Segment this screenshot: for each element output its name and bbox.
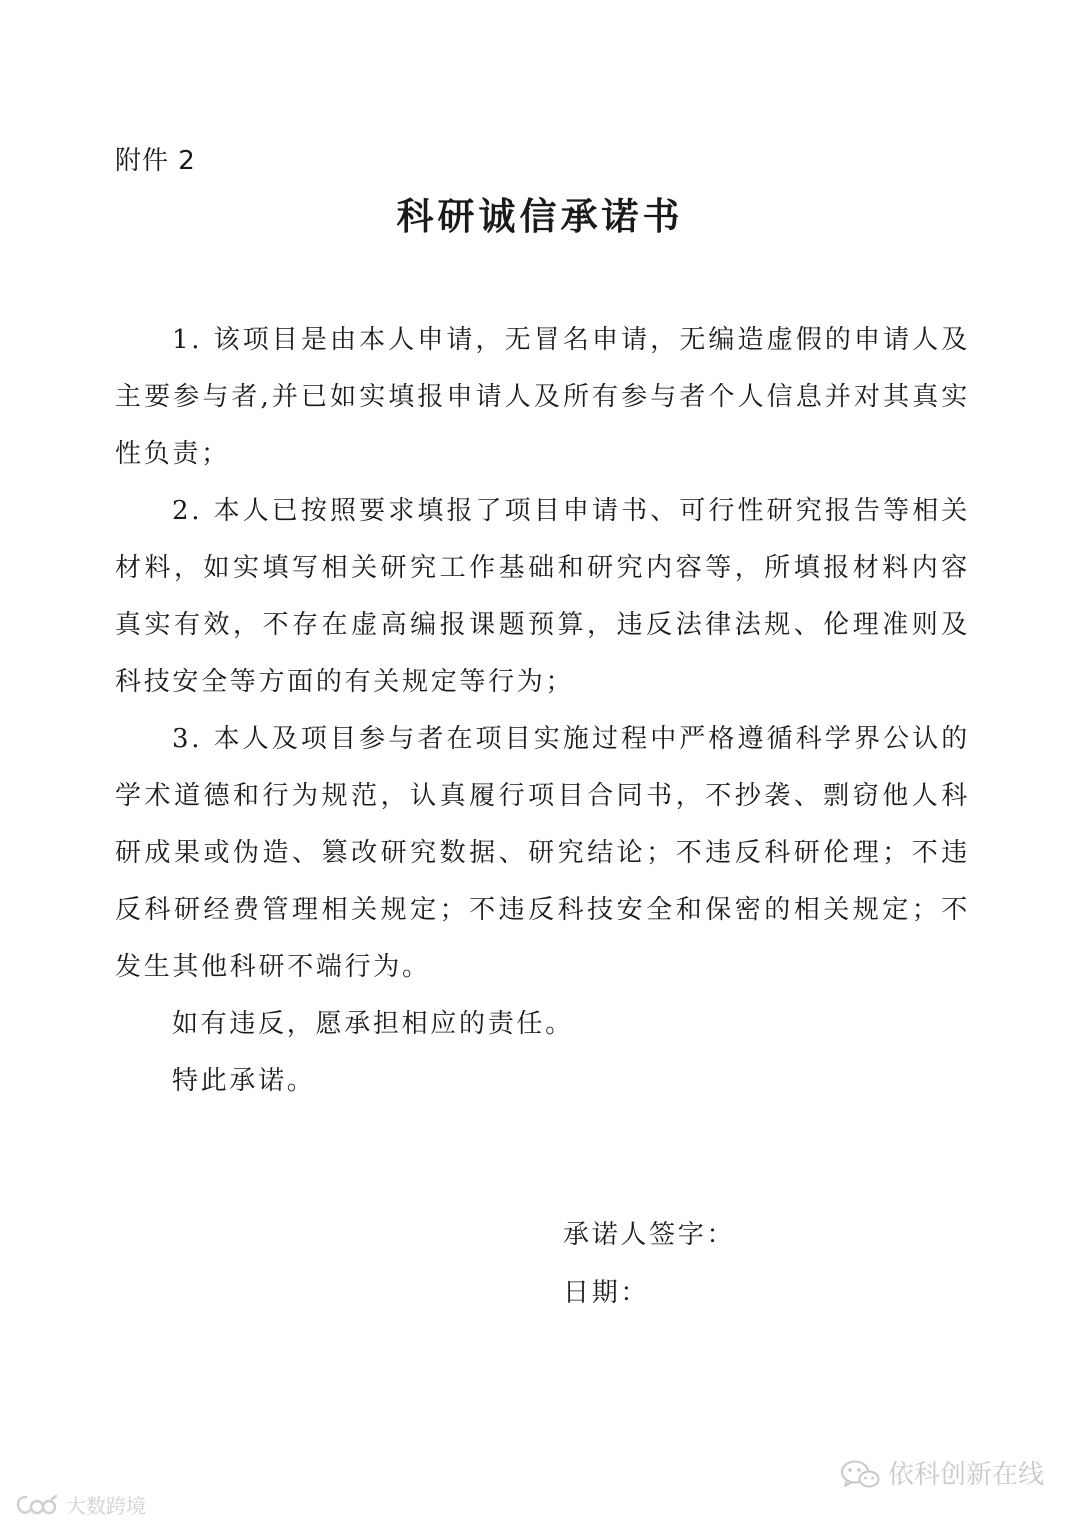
document-title: 科研诚信承诺书 [396,195,684,238]
commitment-clause-2: 2. 本人已按照要求填报了项目申请书、可行性研究报告等相关材料，如实填写相关研究工作基础和研究内容等，所填报材料内容真实有效，不存在虚高编报课题预算，违反法律法规、伦理准则及科技安全等方面的有关规定等行为； [115,496,970,697]
date-label: 日期： [563,1278,650,1308]
watermark-brand [14,1492,146,1520]
watermark-account [840,1458,1044,1492]
signature-label: 承诺人签字： [563,1220,736,1250]
document-body [115,312,970,1110]
commitment-clause-3: 3. 本人及项目参与者在项目实施过程中严格遵循科学界公认的学术道德和行为规范，认真履行项目合同书，不抄袭、剽窃他人科研成果或伪造、篡改研究数据、研究结论；不违反科研伦理；不违反科研经费管理相关规定；不违反科技安全和保密的相关规定；不发生其他科研不端行为。 [115,724,970,982]
brand-logo-icon [14,1493,60,1519]
closing-pledge: 特此承诺。 [172,1066,316,1096]
commitment-clause-1: 1. 该项目是由本人申请，无冒名申请，无编造虚假的申请人及主要参与者,并已如实填报申请人及所有参与者个人信息并对其真实性负责； [115,325,970,469]
attachment-label: 附件 2 [115,146,196,176]
watermark-brand-name: 大数跨境 [66,1494,146,1518]
wechat-icon [840,1459,880,1491]
closing-statement: 如有违反，愿承担相应的责任。 [172,1009,574,1039]
watermark-account-name: 依科创新在线 [887,1460,1044,1490]
